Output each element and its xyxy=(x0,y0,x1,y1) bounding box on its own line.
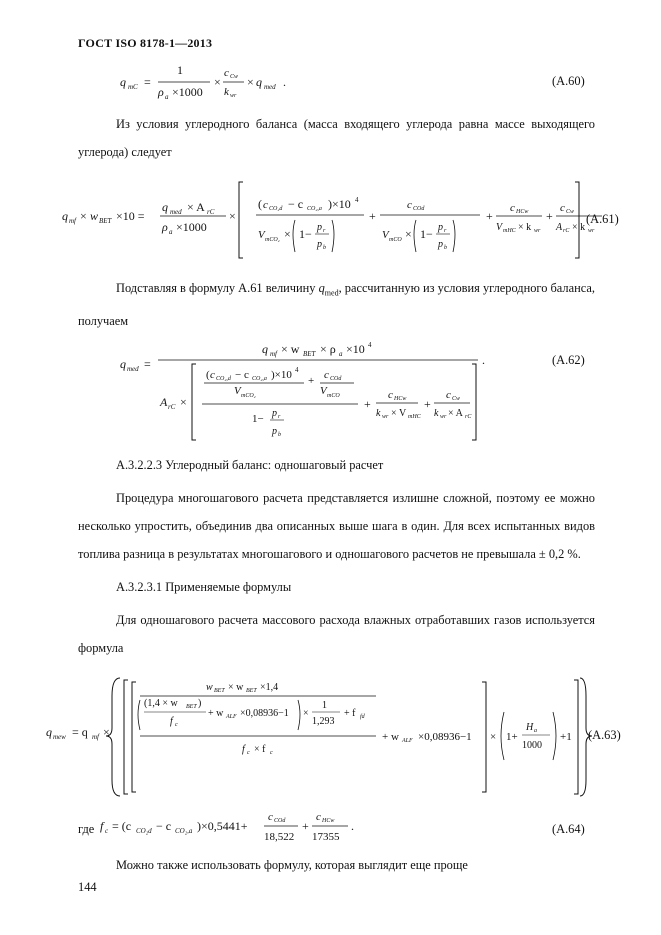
svg-text:q: q xyxy=(162,200,168,214)
svg-text:c: c xyxy=(446,389,451,401)
section-heading-a32231: А.3.2.3.1 Применяемые формулы xyxy=(116,580,292,594)
svg-text:1−: 1− xyxy=(299,227,312,241)
svg-text:×: × xyxy=(303,708,309,719)
svg-text:Cw: Cw xyxy=(230,74,239,80)
svg-text:(: ( xyxy=(258,197,262,211)
svg-text:+: + xyxy=(308,375,315,387)
svg-text:mHC: mHC xyxy=(408,414,421,420)
svg-text:.: . xyxy=(351,819,354,833)
svg-text:×: × xyxy=(247,75,254,89)
equation-number-a61: (A.61) xyxy=(586,212,619,226)
svg-text:c: c xyxy=(324,369,329,381)
svg-text:(: ( xyxy=(206,369,210,381)
svg-text:BET: BET xyxy=(186,704,197,710)
svg-text:BET: BET xyxy=(246,688,257,694)
svg-text:4: 4 xyxy=(295,366,299,374)
svg-text:wr: wr xyxy=(534,228,541,234)
svg-text:mCO₂: mCO₂ xyxy=(241,393,256,399)
svg-text:×1,4: ×1,4 xyxy=(260,682,279,693)
paragraph-substitution-start: Подставляя в формулу А.61 величину xyxy=(116,281,319,295)
svg-text:f: f xyxy=(242,744,245,755)
svg-text:mew: mew xyxy=(53,733,66,741)
svg-text:mHC: mHC xyxy=(503,228,516,234)
svg-text:+: + xyxy=(546,209,553,223)
svg-text:1−: 1− xyxy=(252,413,264,425)
svg-text:Cw: Cw xyxy=(566,209,575,215)
svg-text:med: med xyxy=(127,365,139,373)
svg-text:r: r xyxy=(444,228,447,234)
svg-text:f: f xyxy=(170,716,173,727)
svg-text:k: k xyxy=(224,86,229,98)
svg-text:Cw: Cw xyxy=(452,396,461,402)
svg-text:q: q xyxy=(262,342,268,356)
svg-text:V: V xyxy=(234,385,241,397)
svg-text:mC: mC xyxy=(128,83,138,91)
equation-number-a63: (A.63) xyxy=(588,728,621,742)
svg-text:COd: COd xyxy=(330,376,342,382)
svg-text:V: V xyxy=(320,385,327,397)
formula-a63 xyxy=(46,676,586,798)
svg-text:p: p xyxy=(317,239,322,250)
equation-number-a60: (A.60) xyxy=(552,74,585,88)
svg-text:rC: rC xyxy=(207,208,215,216)
section-heading-a3223: А.3.2.2.3 Углеродный баланс: одношаговый расчет xyxy=(116,458,384,472)
paragraph-substitution xyxy=(78,274,595,335)
svg-text:17355: 17355 xyxy=(312,831,340,843)
svg-text:× f: × f xyxy=(254,744,266,755)
svg-text:w: w xyxy=(90,209,99,223)
paragraph-single-step: Для одношагового расчета массового расхода влажных отработавших газов используется формула xyxy=(78,613,595,655)
svg-text:p: p xyxy=(272,408,277,419)
svg-text:BET: BET xyxy=(214,688,225,694)
svg-text:CO₂d: CO₂d xyxy=(136,827,152,835)
svg-text:mCO: mCO xyxy=(389,237,402,243)
svg-text:p: p xyxy=(317,222,322,233)
paragraph-simpler-formula: Можно также использовать формулу, которая выглядит еще проще xyxy=(116,858,468,872)
svg-text:V: V xyxy=(258,229,265,241)
svg-text:×1000: ×1000 xyxy=(172,85,203,99)
svg-text:ρ: ρ xyxy=(162,220,168,234)
svg-text:× k: × k xyxy=(518,222,532,233)
svg-text:1−: 1− xyxy=(420,227,433,241)
svg-text:CO₂,a: CO₂,a xyxy=(175,827,193,835)
svg-text:c: c xyxy=(175,722,178,728)
svg-text:1: 1 xyxy=(322,700,327,711)
svg-text:1,293: 1,293 xyxy=(312,716,335,727)
svg-text:1+: 1+ xyxy=(506,731,518,743)
svg-text:×0,08936−1: ×0,08936−1 xyxy=(418,731,472,743)
svg-text:1000: 1000 xyxy=(522,740,542,751)
svg-text:c: c xyxy=(560,202,565,214)
svg-text:c: c xyxy=(210,369,215,381)
svg-text:V: V xyxy=(496,222,503,233)
svg-text:b: b xyxy=(323,245,326,251)
svg-text:mCO: mCO xyxy=(327,393,340,399)
svg-text:×1000: ×1000 xyxy=(176,220,207,234)
svg-text:× w: × w xyxy=(281,342,300,356)
svg-text:× A: × A xyxy=(448,408,463,419)
svg-text:V: V xyxy=(382,229,389,241)
svg-text:q: q xyxy=(120,357,126,371)
svg-text:.: . xyxy=(482,353,485,367)
svg-text:A: A xyxy=(160,395,168,409)
paragraph-carbon-balance: Из условия углеродного баланса (масса входящего углерода равна массе выходящего углерода) следует xyxy=(78,117,595,159)
svg-text:+ f: + f xyxy=(344,708,356,719)
svg-text:mf: mf xyxy=(92,733,99,741)
svg-text:.: . xyxy=(283,75,286,89)
svg-text:BET: BET xyxy=(99,217,112,225)
svg-text:wr: wr xyxy=(230,93,237,99)
svg-text:×: × xyxy=(103,725,110,739)
svg-text:c: c xyxy=(268,811,273,823)
where-label: где xyxy=(78,822,95,836)
svg-text:wr: wr xyxy=(588,228,595,234)
svg-text:ρ: ρ xyxy=(158,85,164,99)
svg-text:r: r xyxy=(278,414,281,420)
svg-text:ALF: ALF xyxy=(402,738,413,744)
svg-text:1: 1 xyxy=(177,63,183,77)
svg-text:HCw: HCw xyxy=(516,209,529,215)
formula-a61 xyxy=(62,180,595,260)
svg-text:+: + xyxy=(424,397,431,411)
svg-text:×: × xyxy=(180,395,187,409)
svg-text:mCO₂: mCO₂ xyxy=(265,237,280,243)
paragraph-simplification: Процедура многошагового расчета представляется излишне сложной, поэтому ее можно несколько упростить, объединив два описанных выше шага в один. Для всех испытанных видов топлива разница в результатах многошагового и одношагового расчетов не превышала ± 0,2 %. xyxy=(78,491,595,561)
svg-text:18,522: 18,522 xyxy=(264,831,295,843)
svg-text:)×0,5441+: )×0,5441+ xyxy=(197,819,248,833)
svg-text:CO₂d: CO₂d xyxy=(269,206,283,212)
svg-text:(1,4 × w: (1,4 × w xyxy=(144,698,178,709)
svg-text:COd: COd xyxy=(274,818,286,824)
svg-text:=: = xyxy=(144,75,151,89)
paragraph-substitution-end: , рассчитанную из условия углеродного баланса, получаем xyxy=(78,281,595,329)
svg-text:− c: − c xyxy=(156,819,172,833)
svg-text:×: × xyxy=(405,227,412,241)
svg-text:×: × xyxy=(229,209,236,223)
svg-text:mf: mf xyxy=(69,217,76,225)
svg-text:×: × xyxy=(284,227,291,241)
svg-text:p: p xyxy=(438,222,443,233)
svg-text:k: k xyxy=(376,408,381,419)
svg-text:×: × xyxy=(80,209,87,223)
svg-text:+: + xyxy=(369,209,376,223)
q-med-subscript: med xyxy=(324,288,339,298)
svg-text:BET: BET xyxy=(303,350,316,358)
svg-text:w: w xyxy=(206,682,213,693)
svg-text:− c: − c xyxy=(288,197,304,211)
svg-text:×: × xyxy=(214,75,221,89)
svg-text:HCw: HCw xyxy=(322,818,335,824)
svg-text:c: c xyxy=(316,811,321,823)
svg-text:q: q xyxy=(46,725,52,739)
svg-text:): ) xyxy=(198,698,202,709)
svg-text:rC: rC xyxy=(465,414,472,420)
svg-text:× k: × k xyxy=(572,222,586,233)
svg-text:wr: wr xyxy=(382,414,389,420)
svg-text:4: 4 xyxy=(368,341,372,349)
svg-text:× ρ: × ρ xyxy=(320,342,336,356)
svg-text:× A: × A xyxy=(187,200,205,214)
svg-text:− c: − c xyxy=(235,369,249,381)
svg-text:c: c xyxy=(247,750,250,756)
svg-text:r: r xyxy=(323,228,326,234)
svg-text:med: med xyxy=(170,208,182,216)
svg-text:=: = xyxy=(144,357,151,371)
svg-text:H: H xyxy=(526,722,534,733)
svg-text:)×10: )×10 xyxy=(271,369,292,381)
svg-text:q: q xyxy=(256,75,262,89)
svg-text:a: a xyxy=(339,350,343,358)
svg-text:wr: wr xyxy=(440,414,447,420)
svg-text:A: A xyxy=(556,222,563,233)
svg-text:CO₂,a: CO₂,a xyxy=(252,376,267,382)
svg-text:c: c xyxy=(270,750,273,756)
svg-text:CO₂,d: CO₂,d xyxy=(216,376,231,382)
svg-text:p: p xyxy=(272,426,277,437)
svg-text:a: a xyxy=(165,93,169,101)
q-med-symbol: q xyxy=(318,281,325,295)
svg-text:+: + xyxy=(486,209,493,223)
svg-text:+: + xyxy=(364,397,371,411)
svg-text:q: q xyxy=(62,209,68,223)
formula-a64 xyxy=(100,806,400,846)
svg-text:c: c xyxy=(510,202,515,214)
svg-text:× w: × w xyxy=(228,682,244,693)
svg-text:= (c: = (c xyxy=(112,819,132,833)
svg-text:× V: × V xyxy=(391,408,407,419)
document-header: ГОСТ ISO 8178-1—2013 xyxy=(78,36,213,50)
svg-text:c: c xyxy=(388,389,393,401)
svg-text:mf: mf xyxy=(270,350,277,358)
svg-text:= q: = q xyxy=(72,725,88,739)
equation-number-a62: (A.62) xyxy=(552,353,585,367)
svg-text:+: + xyxy=(302,819,309,833)
svg-text:b: b xyxy=(278,432,281,438)
svg-text:CO₂,a: CO₂,a xyxy=(307,206,322,212)
svg-text:a: a xyxy=(169,228,173,236)
svg-text:k: k xyxy=(434,408,439,419)
svg-text:+ w: + w xyxy=(382,731,399,743)
svg-text:med: med xyxy=(264,83,276,91)
svg-text:rC: rC xyxy=(563,228,570,234)
svg-text:b: b xyxy=(444,245,447,251)
svg-text:c: c xyxy=(263,199,268,211)
svg-text:c: c xyxy=(224,67,229,79)
svg-text:×10 =: ×10 = xyxy=(116,209,145,223)
svg-text:4: 4 xyxy=(355,196,359,204)
formula-a60 xyxy=(120,62,320,102)
svg-text:rC: rC xyxy=(168,403,176,411)
svg-text:q: q xyxy=(120,75,126,89)
svg-text:)×10: )×10 xyxy=(328,197,351,211)
svg-text:p: p xyxy=(438,239,443,250)
svg-text:ALF: ALF xyxy=(226,714,237,720)
formula-a62 xyxy=(120,336,500,446)
svg-text:×10: ×10 xyxy=(346,342,365,356)
svg-text:fd: fd xyxy=(360,714,365,720)
svg-text:COd: COd xyxy=(413,206,425,212)
svg-text:f: f xyxy=(100,819,104,833)
svg-text:×: × xyxy=(490,731,497,743)
page-number: 144 xyxy=(78,880,97,894)
svg-text:+ w: + w xyxy=(208,708,224,719)
svg-text:+1: +1 xyxy=(560,731,572,743)
svg-text:c: c xyxy=(407,199,412,211)
svg-text:a: a xyxy=(534,728,537,734)
svg-text:HCw: HCw xyxy=(394,396,407,402)
equation-number-a64: (A.64) xyxy=(552,822,585,836)
svg-text:×0,08936−1: ×0,08936−1 xyxy=(240,708,289,719)
svg-text:c: c xyxy=(105,827,109,835)
